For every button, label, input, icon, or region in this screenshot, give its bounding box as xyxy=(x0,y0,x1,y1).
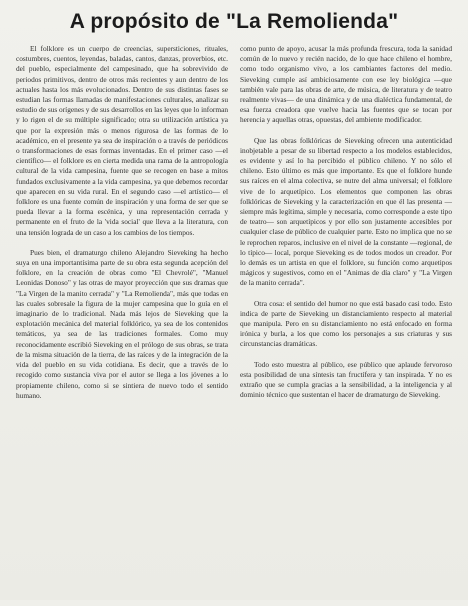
right-paragraph-4: Todo esto muestra al público, ese público que aplaude fervoroso esta posibilidad de una síntesis tan fructífera y tan inspirada. Y no es extraño que se cumpla gracias a la sensibilidad, a la inteligencia y al dominio técnico que sustentan el hacer de dramaturgo de Sieveking. xyxy=(240,359,452,400)
right-column xyxy=(240,44,452,606)
left-paragraph-1: El folklore es un cuerpo de creencias, supersticiones, rituales, costumbres, cuentos, leyendas, baladas, cantos, danzas, proverbios, etc. del pueblo, especialmente del campesinado, que ha sobrevivido de periodos primitivos, dentro de otros más recientes y aun dentro de los actuales hasta los más evolucionados. Dentro de sus distintas fases se estudian las formas llamadas de manifestaciones culturales, analizar su estudio de sus orígenes y de sus desarrollos en las leyes que lo informan y lo rigen el de su múltiple significado; otra su utilización artística ya que por la expresión más o menos rigurosa de las formas de lo académico, en el presente ya sea de inspiración o a través de periódicos o transformaciones de esas formas inventadas. En el primer caso —el científico— el folklore es en cierta medida una rama de la antropología cultural de la vida campesina, fuente que se recogen en base a mitos fundados exclusivamente a la vida campesina, ya que debemos recordar que aparecen en su vida rural. En el segundo caso —el artístico— el folklore es una fuente común de inspiración y una forma de ser que se pueda llevar a la forma escénica, y una representación cerrada y permanente en el fruto de la 'vida social' que lleva a la literatura, con una tensión lograda de un caso a los cambios de los tiempos. xyxy=(16,44,228,237)
left-paragraph-2: Pues bien, el dramaturgo chileno Alejandro Sieveking ha hecho suya en una importantísima parte de su obra esta segunda acepción del folklore, en la creación de obras como "El Chevrolé", "Manuel Leonidas Donoso" y las otras de mayor proyección que sus dramas que "La Virgen de la manito cerrada" y "La Remolienda", más que todas en las cuales sobresale la figura de la mujer campesina que lo guía en el imaginario de lo tradicional. Nada más lejos de Sieveking que la explotación mecánica del material folklórico, ya sea de los contenidos temáticos, ya sea de las tradiciones formales. Como muy reconocidamente escribió Sieveking en el prólogo de sus obras, se trata de la misma situación de la tierra, de las raíces y de la integración de la vida del pueblo en su vida cotidiana. Es decir, que a través de lo recogido como sustancia viva por el autor se llega a los jóvenes a lo propiamente chileno, como si se sintiera de nuevo todo el sentido humano. xyxy=(16,247,228,400)
right-paragraph-2: Que las obras folklóricas de Sieveking ofrecen una autenticidad inobjetable a pesar de su libertad respecto a los modelos establecidos, es evidente y así lo ha percibido el público chileno. Y no sólo el chileno. Esto último es más que importante. Es que el folklore hunde sus raíces en el alma colectiva, se nutre del alma universal; el folklore vive de lo arquetípico. Los elementos que componen las obras folklóricas de Sieveking y la caracterización en que él las presenta —siempre más legítima, simple y necesaria, como corresponde a este tipo de teatro— son arquetípicos y por ello son justamente accesibles por cualquier clase de público de cualquier parte. Esto no implica que no se le reprochen reparos, inclusive en el nivel de la constante —regional, de lo típico— local, porque Sieveking es de todos modos un creador. Por lo demás es un artista en que el folklore, su función como arquetipos mágicos y sugestivos, como en el "Animas de día claro" y "La Virgen de la manito cerrada". xyxy=(240,135,452,288)
left-column xyxy=(16,44,228,606)
right-paragraph-1: como punto de apoyo, acusar la más profunda frescura, toda la sanidad común de lo nuevo y recién nacido, de lo que hace chileno el hombre, como todo organismo vivo, a los cambiantes factores del medio. Sieveking cumple así ambiciosamente con ese ley biológica —que también vale para las obras de arte, de música, de literatura y de teatro realmente vivas— de una dinámica y de una dialéctica fundamental, de esa fuerza creadora que vuelve hacia las fuentes que se tocan por herencia y aquellas otras, opuestas, del ambiente modificador. xyxy=(240,44,452,125)
article-title: A propósito de "La Remolienda" xyxy=(69,10,399,33)
right-paragraph-3: Otra cosa: el sentido del humor no que está basado casi todo. Esto indica de parte de Sieveking un distanciamiento respecto al material que manipula. Pero en su distanciamiento no está enfocado en forma irónica y burla, a los que como los personajes a sus criaturas y sus circunstancias dramáticas. xyxy=(240,298,452,349)
article-body xyxy=(16,44,452,606)
